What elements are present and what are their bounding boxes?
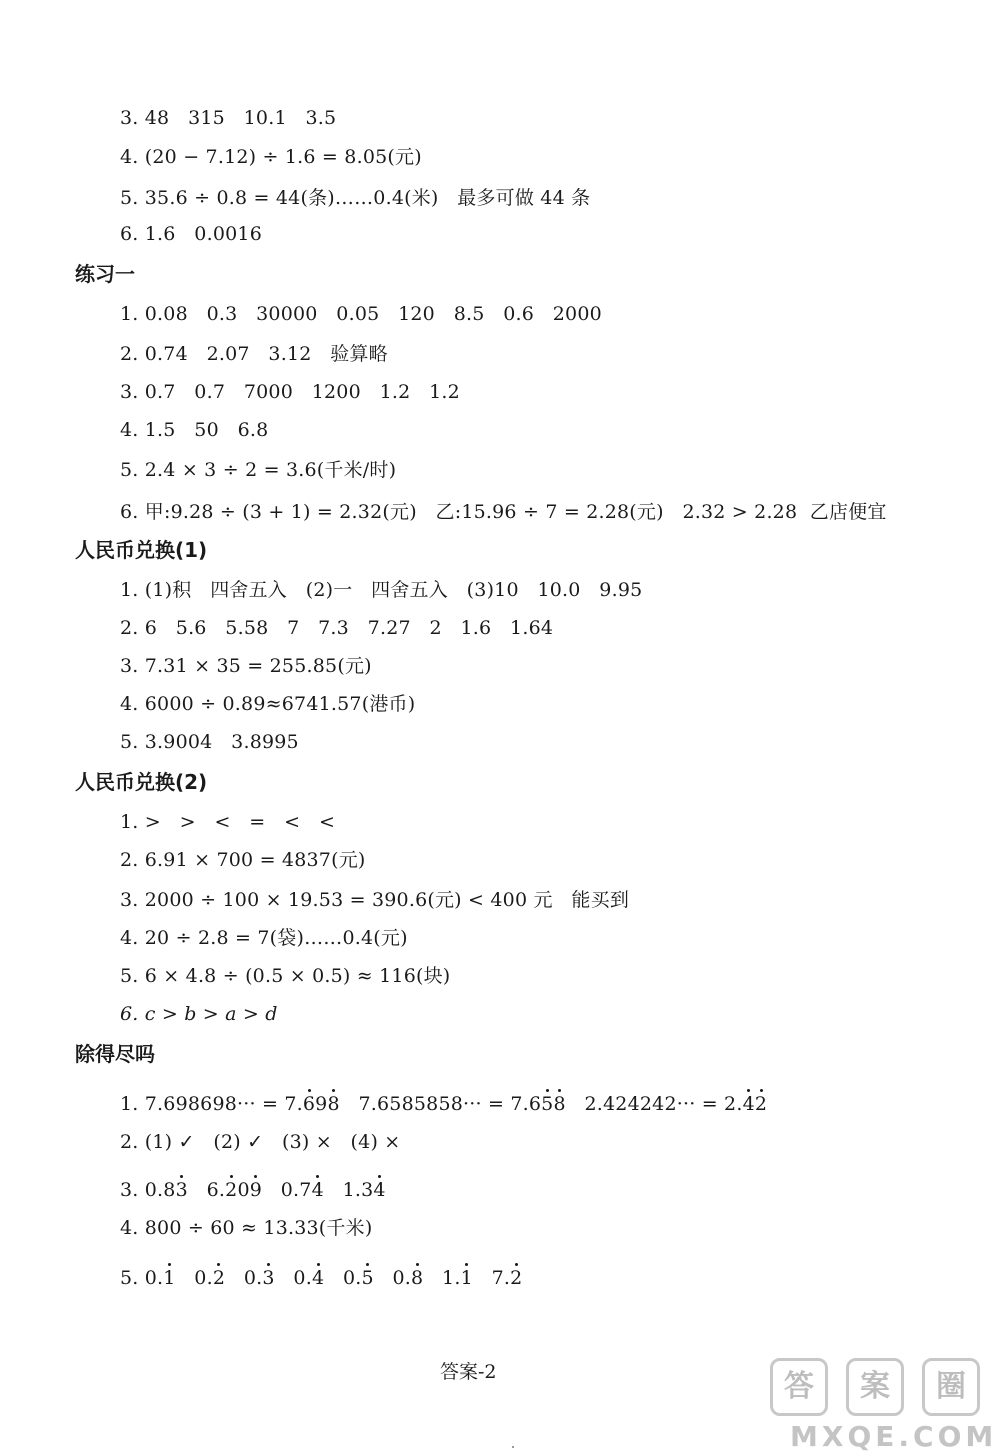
text-run: 2.424242··· = 2. [565,1093,743,1115]
answer-line: 4. 800 ÷ 60 ≈ 13.33(千米) [120,1217,373,1239]
text-run: 7.6585858··· = 7.6 [339,1093,542,1115]
dotted-digit: 2 [212,1267,226,1289]
text-run: 0. [274,1267,312,1289]
dotted-digit: 5 [361,1267,374,1289]
text-run: 1. 7.698698··· = 7. [120,1093,303,1115]
answer-line: 5. 3.9004 3.8995 [120,731,299,753]
answer-line: 5. 2.4 × 3 ÷ 2 = 3.6(千米/时) [120,459,397,481]
dotted-digit: 8 [553,1093,566,1115]
text-run: 3. 0.8 [120,1179,176,1201]
answer-line: 4. 6000 ÷ 0.89≈6741.57(港币) [120,693,416,715]
answer-line-repeating-decimals [120,1178,386,1202]
section-heading: 练习一 [75,262,135,286]
scan-mark [512,1446,514,1448]
text-run: 1.3 [323,1179,374,1201]
dotted-digit: 3 [175,1179,188,1201]
dotted-digit: 4 [311,1179,324,1201]
answer-line: 3. 2000 ÷ 100 × 19.53 = 390.6(元) < 400 元 能买到 [120,889,630,911]
answer-line: 4. 20 ÷ 2.8 = 7(袋)……0.4(元) [120,927,408,949]
watermark-char: 案 [846,1358,904,1416]
dotted-digit: 8 [411,1267,424,1289]
answer-line-repeating-decimals [120,1092,767,1116]
answer-line: 1. (1)积 四舍五入 (2)一 四舍五入 (3)10 10.0 9.95 [120,579,643,601]
dotted-digit: 8 [327,1093,340,1115]
watermark-char: 圈 [922,1358,980,1416]
answer-line: 1. > > < = < < [120,811,336,833]
answer-line-repeating-decimals [120,1266,522,1290]
answer-line: 6. 甲:9.28 ÷ (3 + 1) = 2.32(元) 乙:15.96 ÷ 7 = 2.28(元) 2.32 > 2.28 乙店便宜 [120,501,887,523]
answer-line: 3. 7.31 × 35 = 255.85(元) [120,655,372,677]
answer-line: 2. 6 5.6 5.58 7 7.3 7.27 2 1.6 1.64 [120,617,554,639]
answer-line: 2. 0.74 2.07 3.12 验算略 [120,343,388,365]
dotted-digit: 5 [541,1093,554,1115]
page-footer: 答案-2 [440,1361,497,1383]
section-heading: 人民币兑换(2) [75,770,208,794]
dotted-digit: 1 [460,1267,473,1289]
text-run: 9 [315,1093,328,1115]
text-run: 6. [187,1179,226,1201]
text-run: 1. [423,1267,461,1289]
answer-line: 3. 0.7 0.7 7000 1200 1.2 1.2 [120,381,460,403]
dotted-digit: 2 [754,1093,768,1115]
text-run: 7. [472,1267,511,1289]
text-run: 0 [237,1179,250,1201]
answer-line: 5. 6 × 4.8 ÷ (0.5 × 0.5) ≈ 116(块) [120,965,451,987]
answer-line: 5. 35.6 ÷ 0.8 = 44(条)……0.4(米) 最多可做 44 条 [120,187,591,209]
text-run: 0.7 [262,1179,312,1201]
dotted-digit: 3 [262,1267,275,1289]
answer-line: 2. (1) ✓ (2) ✓ (3) × (4) × [120,1131,401,1153]
dotted-digit: 4 [373,1179,386,1201]
dotted-digit: 2 [225,1179,238,1201]
answer-line: 2. 6.91 × 700 = 4837(元) [120,849,366,871]
section-heading: 除得尽吗 [75,1042,155,1066]
answer-line: 4. (20 − 7.12) ÷ 1.6 = 8.05(元) [120,146,422,168]
text-run: 5. 0. [120,1267,164,1289]
text-run: 0. [324,1267,362,1289]
text-run: 0. [175,1267,213,1289]
dotted-digit: 1 [163,1267,176,1289]
text-run: 0. [225,1267,263,1289]
dotted-digit: 4 [742,1093,755,1115]
answer-line: 4. 1.5 50 6.8 [120,419,269,441]
watermark-logo [770,1358,998,1453]
answer-line: 1. 0.08 0.3 30000 0.05 120 8.5 0.6 2000 [120,303,602,325]
dotted-digit: 2 [510,1267,523,1289]
text-run: 0. [373,1267,412,1289]
answer-line: 6. c > b > a > d [120,1003,278,1025]
answer-line: 6. 1.6 0.0016 [120,223,262,245]
answer-line: 3. 48 315 10.1 3.5 [120,107,337,129]
watermark-site: MXQE.COM [790,1420,998,1453]
dotted-digit: 9 [249,1179,263,1201]
dotted-digit: 4 [311,1267,325,1289]
section-heading: 人民币兑换(1) [75,538,208,562]
watermark-char: 答 [770,1358,828,1416]
dotted-digit: 6 [302,1093,316,1115]
